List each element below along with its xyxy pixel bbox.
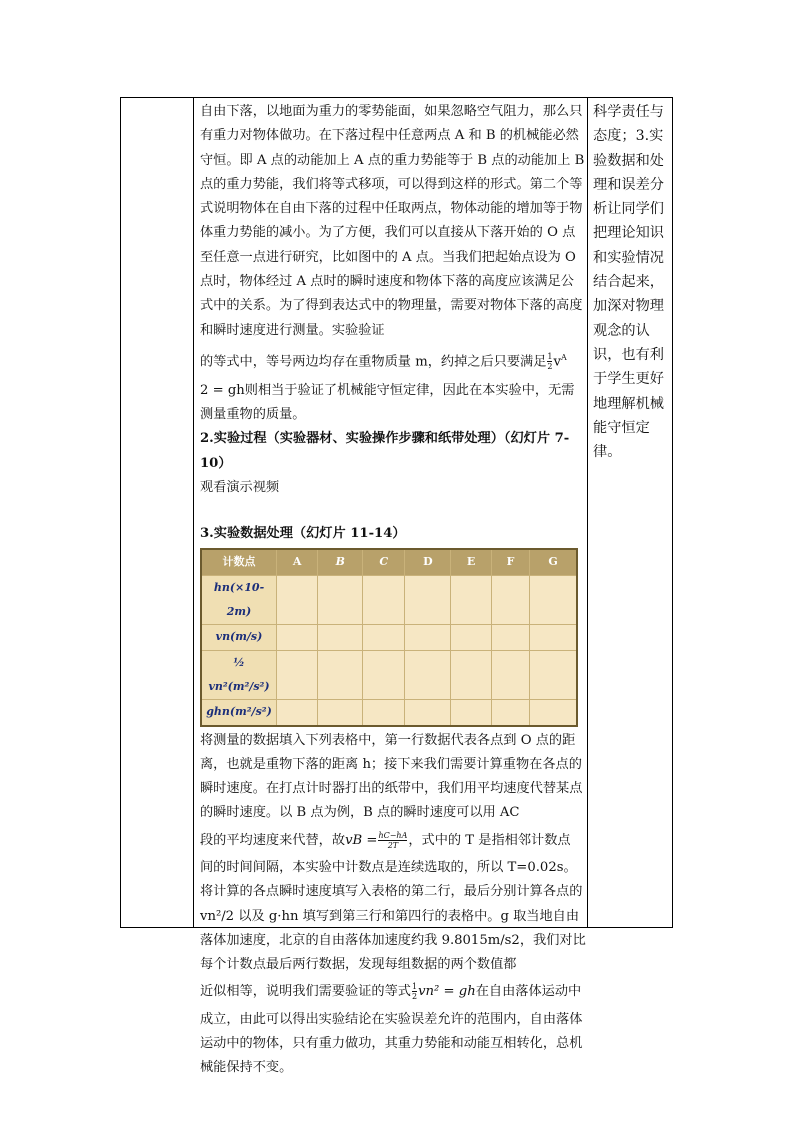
heading-data-processing: 3.实验数据处理（幻灯片 11-14） bbox=[200, 526, 406, 542]
paragraph-conclusion-mass: 2 = gh则相当于验证了机械能守恒定律，因此在本实验中，无需测量重物的质量。 bbox=[200, 382, 575, 422]
column-divider-right bbox=[587, 98, 588, 927]
table-cell bbox=[491, 625, 529, 650]
fraction-numerator: 1 bbox=[412, 982, 418, 992]
fraction-denominator: 2T bbox=[387, 840, 399, 850]
table-cell bbox=[318, 575, 363, 625]
table-header-cell: F bbox=[491, 549, 529, 575]
table-header-cell: D bbox=[405, 549, 451, 575]
table-cell bbox=[363, 625, 405, 650]
heading-experiment-process: 2.实验过程（实验器材、实验操作步骤和纸带处理）（幻灯片 7-10） bbox=[200, 431, 570, 471]
table-row bbox=[201, 575, 577, 625]
table-cell bbox=[530, 625, 577, 650]
paragraph-measure-data: 将测量的数据填入下列表格中，第一行数据代表各点到 O 点的距离，也就是重物下落的距离 h；接下来我们需要计算重物在各点的瞬时速度。在打点计时器打出的纸带中，我们用平均速度代替某点的瞬时速度。以 B 点为例，B 点的瞬时速度可以用 AC bbox=[200, 732, 583, 821]
table-header-cell: E bbox=[451, 549, 492, 575]
fraction-numerator: hC−hA bbox=[378, 830, 408, 840]
text-span: 段的平均速度来代替，故 bbox=[200, 832, 346, 848]
table-cell bbox=[277, 625, 318, 650]
fraction-denominator: 2 bbox=[412, 992, 418, 1002]
table-cell bbox=[451, 625, 492, 650]
table-header-cell: 计数点 bbox=[201, 549, 277, 575]
table-row bbox=[201, 625, 577, 650]
lesson-table bbox=[120, 97, 673, 1076]
teaching-process-cell bbox=[200, 100, 586, 1081]
table-cell bbox=[277, 650, 318, 700]
formula-vb: vB = bbox=[345, 832, 378, 848]
velocity-symbol: v bbox=[553, 354, 561, 370]
fraction-numerator: 1 bbox=[547, 352, 553, 362]
table-cell bbox=[451, 700, 492, 726]
table-header-row bbox=[201, 549, 577, 575]
text-span: ，式中的 T 是指相邻计数点 bbox=[408, 832, 571, 848]
paragraph-average-velocity bbox=[200, 829, 586, 853]
row-label-kinetic: ½ vn²(m²/s²) bbox=[201, 650, 277, 700]
table-cell bbox=[451, 650, 492, 700]
table-cell bbox=[491, 650, 529, 700]
table-cell bbox=[405, 700, 451, 726]
table-cell bbox=[363, 700, 405, 726]
velocity-subscript: A bbox=[560, 352, 567, 362]
table-cell bbox=[363, 575, 405, 625]
table-row bbox=[201, 650, 577, 700]
table-header-cell: C bbox=[363, 549, 405, 575]
paragraph-time-interval: 间的时间间隔，本实验中计数点是连续选取的，所以 T=0.02s。将计算的各点瞬时速度填写入表格的第二行，最后分别计算各点的 vn²/2 以及 g·hn 填写到第三行和第四行的表格中。g 取当地自由落体加速度，北京的自由落体加速度约我 9.8015m/s2，我们对比每个计数点最后两行数据，发现每组数据的两个数值都 bbox=[200, 860, 586, 973]
paragraph-mass-cancel bbox=[200, 346, 586, 375]
table-row bbox=[201, 700, 577, 726]
fraction-denominator: 2 bbox=[547, 362, 553, 372]
table-header-cell: B bbox=[318, 549, 363, 575]
table-cell bbox=[318, 700, 363, 726]
design-intent-text: 科学责任与态度；3.实验数据和处理和误差分析让同学们把理论知识和实验情况结合起来，加深对物理观念的认识，也有利于学生更好地理解机械能守恒定律。 bbox=[593, 104, 664, 461]
column-divider-left bbox=[193, 98, 194, 927]
blank-line bbox=[200, 500, 586, 522]
table-cell bbox=[363, 650, 405, 700]
table-cell bbox=[451, 575, 492, 625]
table-header-cell: G bbox=[530, 549, 577, 575]
watch-video-text: 观看演示视频 bbox=[200, 479, 280, 495]
table-header-cell: A bbox=[277, 549, 318, 575]
formula-equation: vn² = gh bbox=[418, 984, 476, 1000]
fraction-half bbox=[412, 982, 417, 1001]
table-cell bbox=[530, 700, 577, 726]
paragraph-energy-conservation: 自由下落，以地面为重力的零势能面，如果忽略空气阻力，那么只有重力对物体做功。在下落过程中任意两点 A 和 B 的机械能必然守恒。即 A 点的动能加上 A 点的重力势能等于 B 点的动能加上 B 点的重力势能，我们将等式移项，可以得到这样的形式。第二个等式说明物体在自由下落的过程中任取两点，物体动能的增加等于物体重力势能的减小。为了方便，我们可以直接从下落开始的 O 点至任意一点进行研究，比如图中的 A 点。当我们把起始点设为 O 点时，物体经过 A 点时的瞬时速度和物体下落的高度应该满足公式中的关系。为了得到表达式中的物理量，需要对物体下落的高度和瞬时速度进行测量。实验验证 bbox=[200, 104, 585, 338]
table-cell bbox=[318, 650, 363, 700]
row-label-height: hn(×10-2m) bbox=[201, 575, 277, 625]
table-cell bbox=[277, 575, 318, 625]
table-cell bbox=[530, 650, 577, 700]
table-cell bbox=[277, 700, 318, 726]
row-label-potential: ghn(m²/s²) bbox=[201, 700, 277, 726]
text-span: 的等式中，等号两边均存在重物质量 m，约掉之后只要满足 bbox=[200, 354, 547, 370]
fraction-velocity bbox=[378, 831, 407, 850]
paragraph-conclusion: 成立，由此可以得出实验结论在实验误差允许的范围内，自由落体运动中的物体，只有重力做功，其重力势能和动能互相转化，总机械能保持不变。 bbox=[200, 1011, 583, 1076]
row-label-velocity: vn(m/s) bbox=[201, 625, 277, 650]
fraction-half bbox=[547, 352, 552, 371]
table-cell bbox=[318, 625, 363, 650]
text-span: 近似相等，说明我们需要验证的等式 bbox=[200, 984, 411, 1000]
data-table-image bbox=[200, 548, 578, 726]
design-intent-cell bbox=[593, 100, 671, 464]
data-table bbox=[200, 548, 578, 726]
paragraph-verify-equation bbox=[200, 980, 586, 1004]
table-cell bbox=[405, 650, 451, 700]
table-cell bbox=[530, 575, 577, 625]
table-cell bbox=[405, 575, 451, 625]
text-span: 在自由落体运动中 bbox=[475, 984, 582, 1000]
table-cell bbox=[491, 700, 529, 726]
table-cell bbox=[405, 625, 451, 650]
table-cell bbox=[491, 575, 529, 625]
